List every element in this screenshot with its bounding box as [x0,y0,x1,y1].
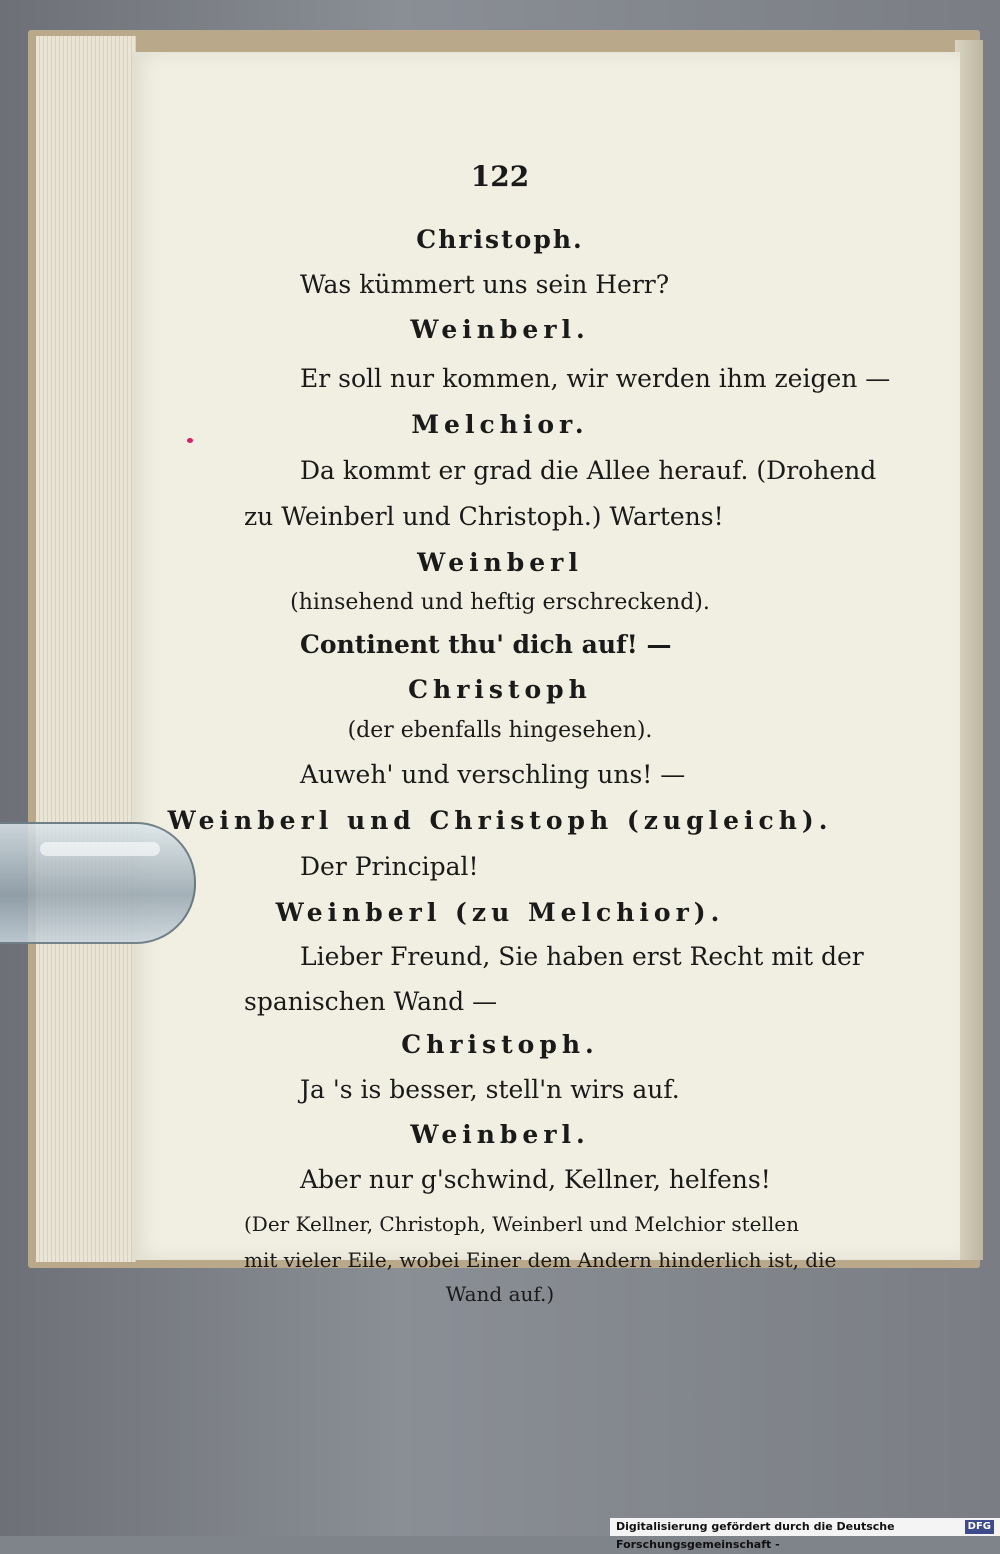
stage-direction: (der ebenfalls hingesehen). [347,718,653,743]
dialogue-line: Der Principal! [300,852,479,881]
speaker-weinberl: Weinberl. [410,1120,590,1149]
dialogue-line: Auweh' und verschling uns! — [300,760,686,789]
stage-direction: mit vieler Eile, wobei Einer dem Andern hinderlich ist, die [244,1248,837,1272]
page-number: 122 [470,160,530,193]
stage-direction: (Der Kellner, Christoph, Weinberl und Melchior stellen [244,1212,800,1236]
dialogue-line: Was kümmert uns sein Herr? [300,270,670,299]
page-holder-clip [0,822,196,944]
dialogue-line: Er soll nur kommen, wir werden ihm zeigen — [300,364,891,393]
speaker-weinberl: Weinberl. [410,315,590,344]
dialogue-line: Lieber Freund, Sie haben erst Recht mit der [300,942,864,971]
speaker-christoph: Christoph. [401,1030,599,1059]
dialogue-line: Ja 's is besser, stell'n wirs auf. [300,1075,680,1104]
dialogue-line: Da kommt er grad die Allee herauf. (Drohend [300,456,877,485]
dfg-logo-icon: DFG [965,1520,994,1534]
dialogue-line: zu Weinberl und Christoph.) Wartens! [244,502,724,531]
dialogue-line: spanischen Wand — [244,987,498,1016]
dialogue-line: Aber nur g'schwind, Kellner, helfens! [300,1165,771,1194]
speaker-weinberl: Weinberl (zu Melchior). [275,898,725,927]
clip-highlight [40,842,160,856]
stage-direction: Wand auf.) [445,1282,555,1306]
dialogue-line: Continent thu' dich auf! — [300,630,672,659]
speaker-both: Weinberl und Christoph (zugleich). [167,806,833,835]
speaker-christoph: Christoph. [416,225,584,254]
stage-direction: (hinsehend und heftig erschreckend). [290,590,710,615]
speaker-christoph: Christoph [408,675,592,704]
footer-text: Digitalisierung gefördert durch die Deutsche Forschungsgemeinschaft - [616,1520,895,1551]
speaker-melchior: Melchior. [411,410,589,439]
digitization-footer [610,1518,1000,1551]
speaker-weinberl: Weinberl [417,548,583,577]
